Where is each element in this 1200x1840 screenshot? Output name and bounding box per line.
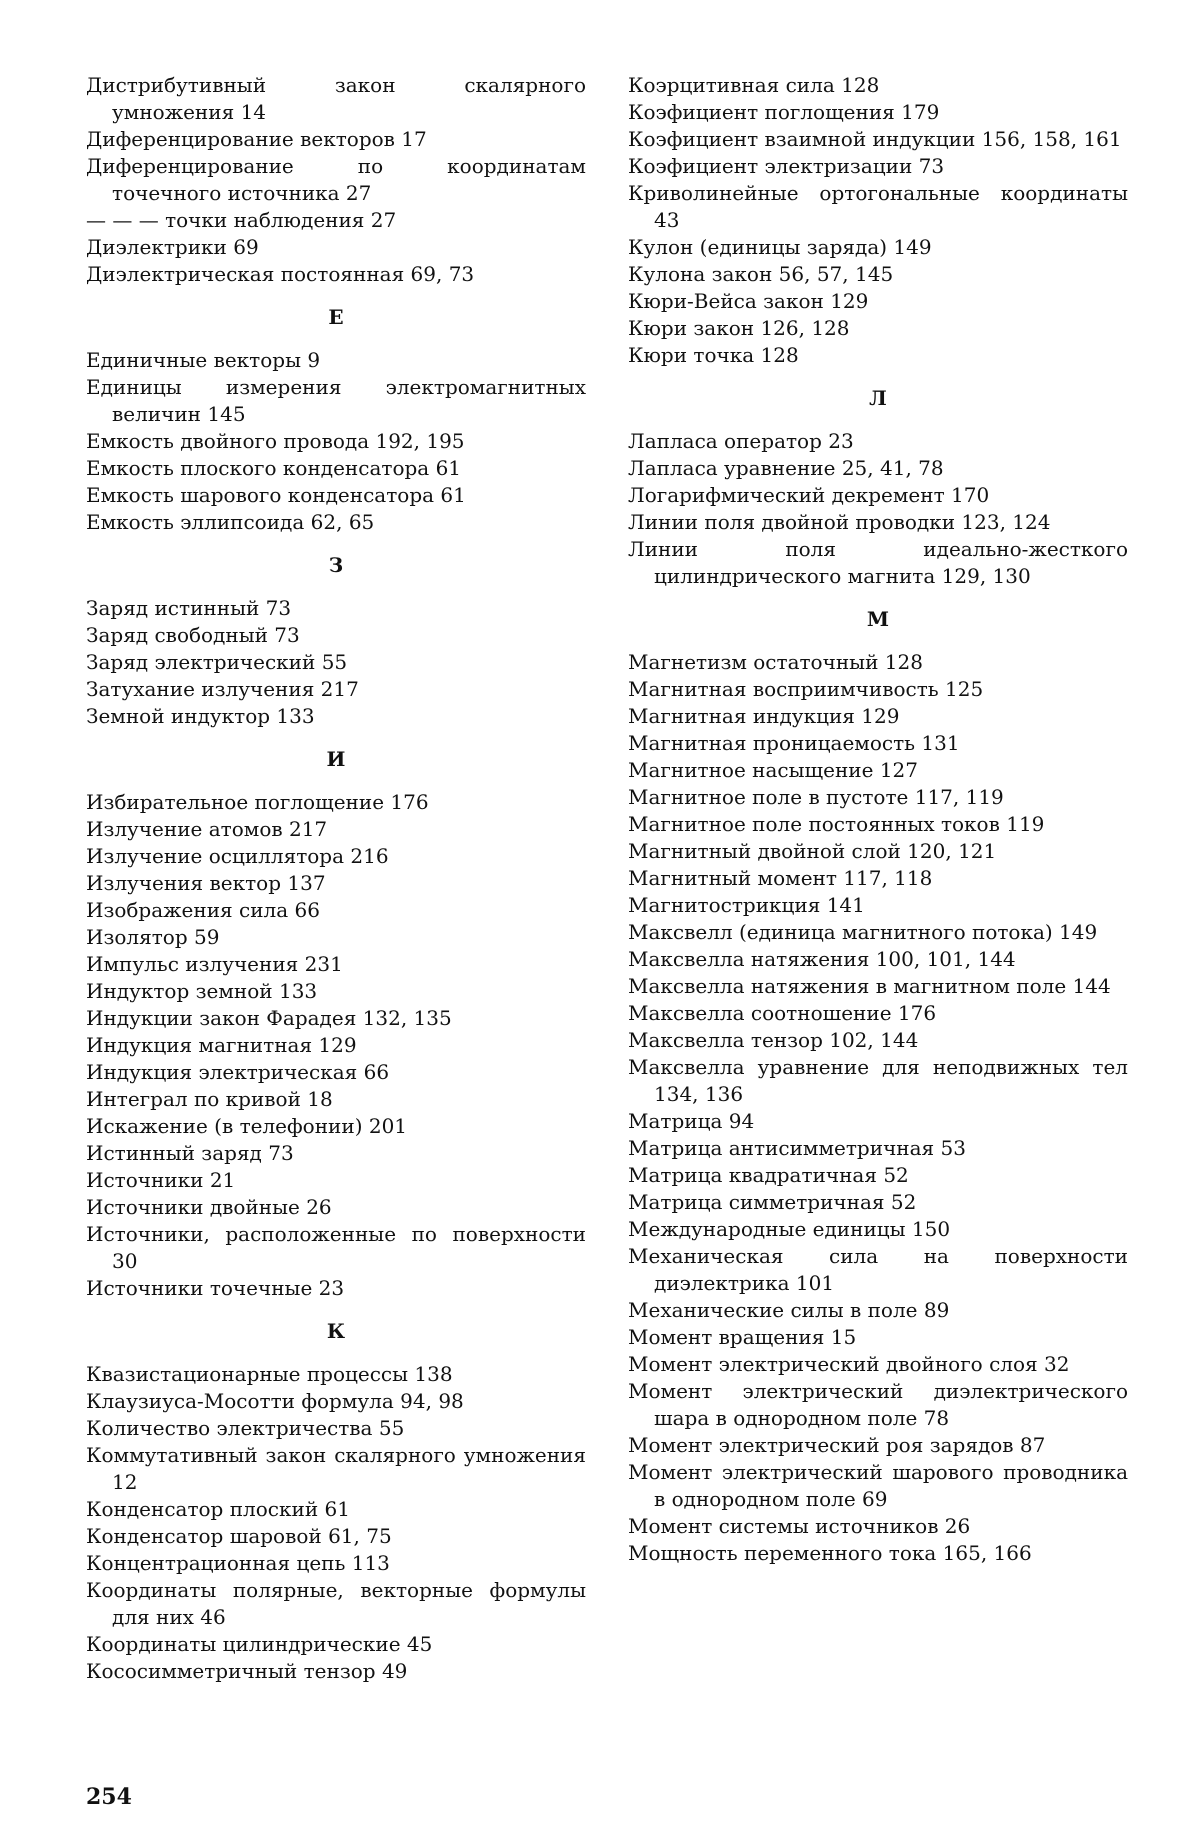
- index-entry: Единичные векторы 9: [86, 348, 321, 372]
- index-entry: Импульс излучения 231: [86, 952, 343, 976]
- index-entry: Механические силы в поле 89: [628, 1298, 950, 1322]
- index-entry: Максвелла уравнение для неподвижных тел 134, 136: [628, 1055, 1128, 1106]
- index-entry: Диэлектрики 69: [86, 235, 259, 259]
- section-letter: М: [866, 607, 890, 631]
- index-entry: Конденсатор шаровой 61, 75: [86, 1524, 392, 1548]
- index-entry: Искажение (в телефонии) 201: [86, 1114, 408, 1138]
- index-entry: Магнитный момент 117, 118: [628, 866, 933, 890]
- index-entry: Излучение осциллятора 216: [86, 844, 389, 868]
- index-entry: Индукции закон Фарадея 132, 135: [86, 1006, 452, 1030]
- section-letter: Е: [328, 305, 344, 329]
- index-entry: Магнитострикция 141: [628, 893, 865, 917]
- index-entry: Источники двойные 26: [86, 1195, 332, 1219]
- index-entry: Интеграл по кривой 18: [86, 1087, 333, 1111]
- index-entry: Изображения сила 66: [86, 898, 320, 922]
- index-entry: Квазистационарные процессы 138: [86, 1362, 453, 1386]
- index-entry: Момент электрический шарового проводника в однородном поле 69: [628, 1460, 1128, 1511]
- index-entry: Момент электрический двойного слоя 32: [628, 1352, 1070, 1376]
- index-entry: Криволинейные ортогональные координаты 43: [628, 181, 1128, 232]
- index-entry: Координаты полярные, векторные формулы для них 46: [86, 1578, 586, 1629]
- index-entry: Мощность переменного тока 165, 166: [628, 1541, 1032, 1565]
- index-entry: Единицы измерения электромагнитных величин 145: [86, 375, 586, 426]
- index-entry: Кулон (единицы заряда) 149: [628, 235, 932, 259]
- section-letter: К: [326, 1319, 346, 1343]
- index-column-right: [628, 72, 1128, 1567]
- index-entry: Количество электричества 55: [86, 1416, 405, 1440]
- index-entry: Емкость эллипсоида 62, 65: [86, 510, 375, 534]
- index-entry: Кюри-Вейса закон 129: [628, 289, 869, 313]
- index-entry: Линии поля идеально-жесткого цилиндрического магнита 129, 130: [628, 537, 1128, 588]
- index-entry: Магнитная восприимчивость 125: [628, 677, 984, 701]
- page-number: 254: [86, 1784, 132, 1810]
- index-entry: Заряд свободный 73: [86, 623, 300, 647]
- index-entry: Магнитная индукция 129: [628, 704, 900, 728]
- index-entry: Максвелл (единица магнитного потока) 149: [628, 920, 1098, 944]
- index-entry: Конденсатор плоский 61: [86, 1497, 350, 1521]
- index-entry: Кососимметричный тензор 49: [86, 1659, 408, 1683]
- index-entry: Логарифмический декремент 170: [628, 483, 990, 507]
- index-entry: Емкость шарового конденсатора 61: [86, 483, 466, 507]
- index-entry: Магнитная проницаемость 131: [628, 731, 960, 755]
- index-entry: Источники, расположенные по поверхности 30: [86, 1222, 586, 1273]
- index-entry: Излучение атомов 217: [86, 817, 328, 841]
- index-entry: Диференцирование векторов 17: [86, 127, 427, 151]
- index-entry: Источники точечные 23: [86, 1276, 345, 1300]
- index-entry: Кулона закон 56, 57, 145: [628, 262, 894, 286]
- index-entry: Матрица антисимметричная 53: [628, 1136, 966, 1160]
- index-entry: Кюри закон 126, 128: [628, 316, 850, 340]
- index-entry: Клаузиуса-Мосотти формула 94, 98: [86, 1389, 464, 1413]
- index-entry: Момент электрический роя зарядов 87: [628, 1433, 1046, 1457]
- index-entry: Момент электрический диэлектрического шара в однородном поле 78: [628, 1379, 1128, 1430]
- index-entry: Коэфициент электризации 73: [628, 154, 945, 178]
- index-entry: Максвелла тензор 102, 144: [628, 1028, 919, 1052]
- index-entry: Дистрибутивный закон скалярного умножения 14: [86, 73, 586, 124]
- index-entry: Затухание излучения 217: [86, 677, 359, 701]
- index-entry: Источники 21: [86, 1168, 236, 1192]
- index-entry: Индуктор земной 133: [86, 979, 318, 1003]
- index-entry: Максвелла натяжения в магнитном поле 144: [628, 974, 1111, 998]
- index-entry: Коэфициент поглощения 179: [628, 100, 940, 124]
- section-letter: Л: [869, 386, 887, 410]
- index-entry: Кюри точка 128: [628, 343, 799, 367]
- index-entry: Момент вращения 15: [628, 1325, 857, 1349]
- index-entry: Международные единицы 150: [628, 1217, 951, 1241]
- index-entry: Диэлектрическая постоянная 69, 73: [86, 262, 475, 286]
- index-entry: Момент системы источников 26: [628, 1514, 971, 1538]
- index-entry: Индукция магнитная 129: [86, 1033, 357, 1057]
- index-entry: Магнитное поле постоянных токов 119: [628, 812, 1045, 836]
- index-entry: Излучения вектор 137: [86, 871, 326, 895]
- index-entry: Заряд электрический 55: [86, 650, 348, 674]
- index-entry: Магнитный двойной слой 120, 121: [628, 839, 997, 863]
- index-entry: Лапласа уравнение 25, 41, 78: [628, 456, 944, 480]
- index-entry: Магнитное поле в пустоте 117, 119: [628, 785, 1004, 809]
- index-entry: Диференцирование по координатам точечного источника 27: [86, 154, 586, 205]
- index-entry: Матрица симметричная 52: [628, 1190, 917, 1214]
- index-entry: Магнетизм остаточный 128: [628, 650, 923, 674]
- index-entry: Коэфициент взаимной индукции 156, 158, 161: [628, 127, 1122, 151]
- index-entry: Избирательное поглощение 176: [86, 790, 429, 814]
- index-entry: Заряд истинный 73: [86, 596, 292, 620]
- index-entry: Линии поля двойной проводки 123, 124: [628, 510, 1051, 534]
- index-column-left: [86, 72, 586, 1685]
- index-entry: Емкость плоского конденсатора 61: [86, 456, 462, 480]
- index-entry: Магнитное насыщение 127: [628, 758, 918, 782]
- index-entry: Максвелла натяжения 100, 101, 144: [628, 947, 1016, 971]
- index-entry: Механическая сила на поверхности диэлектрика 101: [628, 1244, 1128, 1295]
- index-entry: Коэрцитивная сила 128: [628, 73, 880, 97]
- index-entry: Емкость двойного провода 192, 195: [86, 429, 465, 453]
- index-entry: Максвелла соотношение 176: [628, 1001, 937, 1025]
- index-entry: Матрица квадратичная 52: [628, 1163, 909, 1187]
- index-entry: — — — точки наблюдения 27: [86, 208, 397, 232]
- section-letter: И: [326, 747, 346, 771]
- index-entry: Земной индуктор 133: [86, 704, 315, 728]
- index-entry: Матрица 94: [628, 1109, 755, 1133]
- index-entry: Изолятор 59: [86, 925, 220, 949]
- index-entry: Лапласа оператор 23: [628, 429, 854, 453]
- index-entry: Координаты цилиндрические 45: [86, 1632, 433, 1656]
- index-entry: Концентрационная цепь 113: [86, 1551, 390, 1575]
- section-letter: З: [328, 553, 344, 577]
- index-entry: Индукция электрическая 66: [86, 1060, 390, 1084]
- index-entry: Истинный заряд 73: [86, 1141, 294, 1165]
- index-entry: Коммутативный закон скалярного умножения 12: [86, 1443, 586, 1494]
